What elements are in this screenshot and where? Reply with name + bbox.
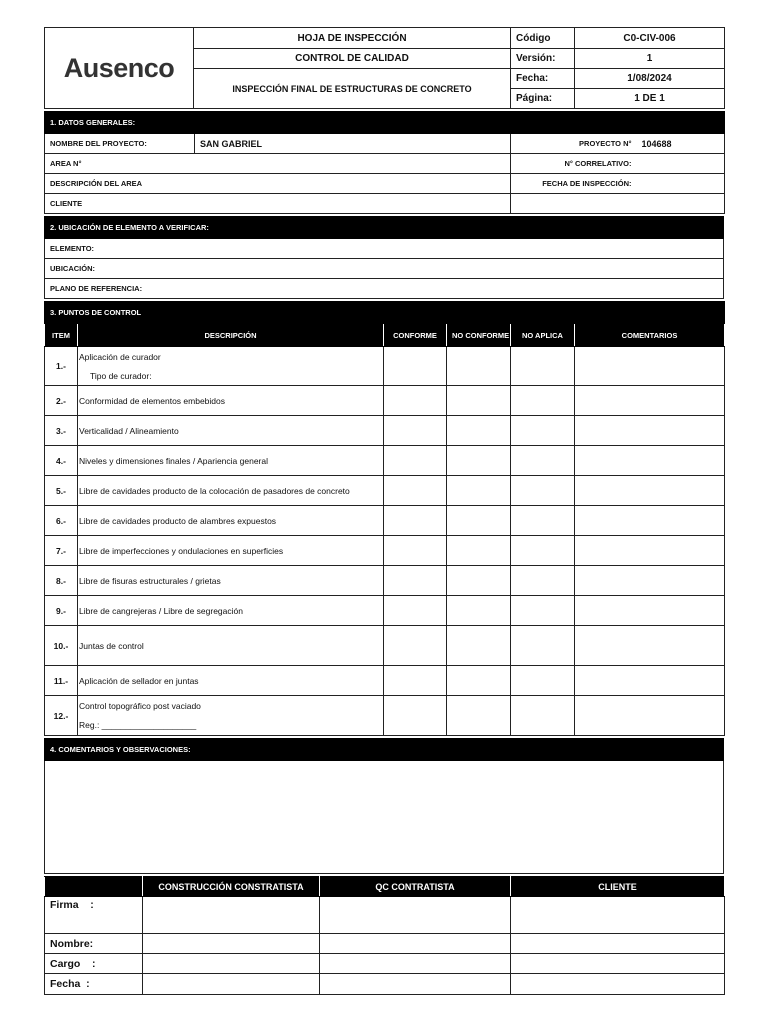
project-name-value: SAN GABRIEL — [195, 134, 511, 154]
sig-cell[interactable] — [511, 934, 725, 954]
project-no-value: 104688 — [637, 134, 725, 154]
element-label: ELEMENTO: — [45, 239, 724, 259]
no-aplica-cell[interactable] — [511, 506, 575, 536]
table-row — [45, 536, 725, 566]
no-aplica-cell[interactable] — [511, 446, 575, 476]
sig-cell[interactable] — [320, 974, 511, 995]
sig-cell[interactable] — [320, 954, 511, 974]
meta-value-1: 1 — [575, 49, 725, 69]
sig-cell[interactable] — [511, 897, 725, 934]
comentarios-cell[interactable] — [575, 626, 725, 666]
no-conforme-cell[interactable] — [447, 476, 511, 506]
sig-cell[interactable] — [320, 897, 511, 934]
sig-col-cliente: CLIENTE — [511, 877, 725, 897]
table-row — [45, 347, 725, 386]
conforme-cell[interactable] — [384, 416, 447, 446]
no-aplica-cell[interactable] — [511, 666, 575, 696]
col-no-conforme: NO CONFORME — [447, 324, 511, 347]
item-description: Libre de cavidades producto de alambres expuestos — [78, 506, 384, 536]
comments-table — [44, 738, 724, 874]
item-desc-text: Aplicación de curador — [79, 351, 161, 362]
no-conforme-cell[interactable] — [447, 536, 511, 566]
ausenco-logo — [45, 28, 194, 109]
no-conforme-cell[interactable] — [447, 506, 511, 536]
comentarios-cell[interactable] — [575, 416, 725, 446]
no-aplica-cell[interactable] — [511, 347, 575, 386]
conforme-cell[interactable] — [384, 446, 447, 476]
item-number: 5.- — [45, 476, 78, 506]
item-number: 2.- — [45, 386, 78, 416]
comentarios-cell[interactable] — [575, 666, 725, 696]
item-description: Niveles y dimensiones finales / Apariencia general — [78, 446, 384, 476]
comentarios-cell[interactable] — [575, 446, 725, 476]
col-no-aplica: NO APLICA — [511, 324, 575, 347]
logo-text: Ausenco — [63, 52, 175, 83]
item-number: 10.- — [45, 626, 78, 666]
sig-cell[interactable] — [143, 974, 320, 995]
conforme-cell[interactable] — [384, 386, 447, 416]
title-control: CONTROL DE CALIDAD — [194, 49, 511, 69]
table-row — [45, 696, 725, 736]
table-row — [45, 596, 725, 626]
no-conforme-cell[interactable] — [447, 416, 511, 446]
comentarios-cell[interactable] — [575, 696, 725, 736]
table-row — [45, 626, 725, 666]
client-label: CLIENTE — [45, 194, 511, 214]
sig-cell[interactable] — [143, 897, 320, 934]
control-points-table — [44, 301, 725, 736]
conforme-cell[interactable] — [384, 347, 447, 386]
sig-cell[interactable] — [143, 954, 320, 974]
inspection-sheet — [44, 27, 724, 995]
table-row — [45, 416, 725, 446]
sig-col-qc: QC CONTRATISTA — [320, 877, 511, 897]
table-row — [45, 446, 725, 476]
sig-row-fecha: Fecha : — [45, 974, 143, 995]
sig-cell[interactable] — [511, 954, 725, 974]
location-label: UBICACIÓN: — [45, 259, 724, 279]
conforme-cell[interactable] — [384, 536, 447, 566]
item-number: 12.- — [45, 696, 78, 736]
header-table — [44, 27, 725, 109]
no-aplica-cell[interactable] — [511, 386, 575, 416]
item-number: 7.- — [45, 536, 78, 566]
section3-title: 3. PUNTOS DE CONTROL — [45, 302, 725, 324]
section2-table — [44, 216, 724, 299]
area-desc-label: DESCRIPCIÓN DEL AREA — [45, 174, 511, 194]
no-conforme-cell[interactable] — [447, 666, 511, 696]
conforme-cell[interactable] — [384, 696, 447, 736]
no-aplica-cell[interactable] — [511, 596, 575, 626]
item-number: 1.- — [45, 347, 78, 386]
meta-value-3: 1 DE 1 — [575, 89, 725, 109]
title-inspeccion: INSPECCIÓN FINAL DE ESTRUCTURAS DE CONCRETO — [194, 69, 511, 109]
meta-label-0: Código — [511, 28, 575, 49]
signatures-table — [44, 876, 725, 995]
sig-cell[interactable] — [511, 974, 725, 995]
section1-table — [44, 111, 725, 214]
no-conforme-cell[interactable] — [447, 566, 511, 596]
no-aplica-cell[interactable] — [511, 696, 575, 736]
item-number: 11.- — [45, 666, 78, 696]
item-number: 4.- — [45, 446, 78, 476]
item-number: 3.- — [45, 416, 78, 446]
meta-value-2: 1/08/2024 — [575, 69, 725, 89]
section4-title: 4. COMENTARIOS Y OBSERVACIONES: — [45, 739, 724, 761]
conforme-cell[interactable] — [384, 626, 447, 666]
col-comentarios: COMENTARIOS — [575, 324, 725, 347]
comentarios-cell[interactable] — [575, 476, 725, 506]
item-description: Libre de imperfecciones y ondulaciones en superficies — [78, 536, 384, 566]
conforme-cell[interactable] — [384, 666, 447, 696]
sig-row-cargo: Cargo : — [45, 954, 143, 974]
no-conforme-cell[interactable] — [447, 386, 511, 416]
no-aplica-cell[interactable] — [511, 476, 575, 506]
col-descripcion: DESCRIPCIÓN — [78, 324, 384, 347]
conforme-cell[interactable] — [384, 506, 447, 536]
no-aplica-cell[interactable] — [511, 416, 575, 446]
sig-row-firma: Firma : — [45, 897, 143, 934]
item-description: Libre de fisuras estructurales / grietas — [78, 566, 384, 596]
col-conforme: CONFORME — [384, 324, 447, 347]
comentarios-cell[interactable] — [575, 506, 725, 536]
comentarios-cell[interactable] — [575, 566, 725, 596]
no-aplica-cell[interactable] — [511, 626, 575, 666]
meta-label-2: Fecha: — [511, 69, 575, 89]
item-number: 8.- — [45, 566, 78, 596]
item-description — [78, 696, 384, 736]
meta-label-3: Página: — [511, 89, 575, 109]
no-conforme-cell[interactable] — [447, 696, 511, 736]
table-row — [45, 666, 725, 696]
col-item: ITEM — [45, 324, 78, 347]
no-conforme-cell[interactable] — [447, 596, 511, 626]
item-number: 6.- — [45, 506, 78, 536]
comentarios-cell[interactable] — [575, 347, 725, 386]
comments-area[interactable] — [45, 761, 724, 874]
project-no-label: PROYECTO N° — [511, 134, 637, 154]
meta-label-1: Versión: — [511, 49, 575, 69]
correlative-field[interactable] — [637, 154, 725, 174]
no-aplica-cell[interactable] — [511, 536, 575, 566]
item-desc-text: Control topográfico post vaciado — [79, 701, 201, 711]
section2-title: 2. UBICACIÓN DE ELEMENTO A VERIFICAR: — [45, 217, 724, 239]
meta-value-0: C0-CIV-006 — [575, 28, 725, 49]
sig-cell[interactable] — [143, 934, 320, 954]
item-description: Verticalidad / Alineamiento — [78, 416, 384, 446]
conforme-cell[interactable] — [384, 476, 447, 506]
item-description: Libre de cavidades producto de la colocación de pasadores de concreto — [78, 476, 384, 506]
correlative-label: N° CORRELATIVO: — [511, 154, 637, 174]
area-label: AREA N° — [45, 154, 511, 174]
title-hoja: HOJA DE INSPECCIÓN — [194, 28, 511, 49]
conforme-cell[interactable] — [384, 566, 447, 596]
no-conforme-cell[interactable] — [447, 446, 511, 476]
no-conforme-cell[interactable] — [447, 347, 511, 386]
table-row — [45, 386, 725, 416]
inspection-date-field[interactable] — [637, 174, 725, 194]
section1-title: 1. DATOS GENERALES: — [45, 112, 725, 134]
item-description — [78, 347, 384, 386]
client-field-extra[interactable] — [511, 194, 725, 214]
plan-label: PLANO DE REFERENCIA: — [45, 279, 724, 299]
comentarios-cell[interactable] — [575, 596, 725, 626]
no-conforme-cell[interactable] — [447, 626, 511, 666]
item-description: Juntas de control — [78, 626, 384, 666]
sig-col-empty — [45, 877, 143, 897]
project-name-label: NOMBRE DEL PROYECTO: — [45, 134, 195, 154]
item-number: 9.- — [45, 596, 78, 626]
table-row — [45, 476, 725, 506]
sig-cell[interactable] — [320, 934, 511, 954]
sig-row-nombre: Nombre: — [45, 934, 143, 954]
item-description: Libre de cangrejeras / Libre de segregación — [78, 596, 384, 626]
comentarios-cell[interactable] — [575, 386, 725, 416]
item-description: Aplicación de sellador en juntas — [78, 666, 384, 696]
item-description: Conformidad de elementos embebidos — [78, 386, 384, 416]
no-aplica-cell[interactable] — [511, 566, 575, 596]
inspection-date-label: FECHA DE INSPECCIÓN: — [511, 174, 637, 194]
conforme-cell[interactable] — [384, 596, 447, 626]
item-sub-text: Reg.: ____________________ — [79, 720, 197, 730]
item-sub-text: Tipo de curador: — [90, 370, 152, 381]
table-row — [45, 566, 725, 596]
comentarios-cell[interactable] — [575, 536, 725, 566]
sig-col-construccion: CONSTRUCCIÓN CONSTRATISTA — [143, 877, 320, 897]
table-row — [45, 506, 725, 536]
